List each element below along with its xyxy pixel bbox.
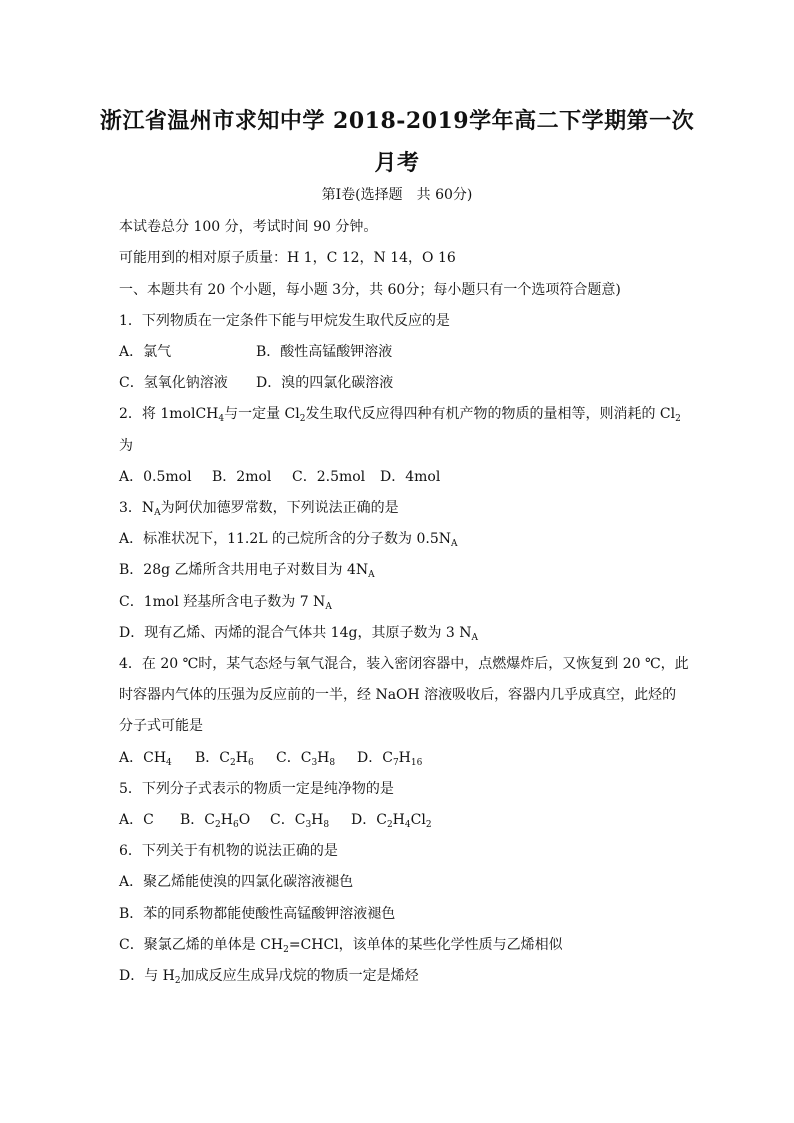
q2-option-b: B．2mol xyxy=(212,469,272,485)
q5-option-c-sub-1: 3 xyxy=(305,820,312,830)
q5-option-d-sub-1: 2 xyxy=(386,820,393,830)
q4-stem-line-1: 4．在 20 ℃时，某气态烃与氧气混合，装入密闭容器中，点燃爆炸后，又恢复到 20 ℃，此 xyxy=(119,656,689,672)
q5-option-b-text: B．C xyxy=(180,812,215,828)
q3-option-b xyxy=(119,562,375,579)
q4-option-b-sub-2: 6 xyxy=(247,758,254,768)
q4-option-c-sub-1: 3 xyxy=(311,758,318,768)
q4-option-d-sub-2: 16 xyxy=(410,758,423,768)
q6-option-b: B．苯的同系物都能使酸性高锰酸钾溶液褪色 xyxy=(119,906,396,922)
q3-option-c-sub: A xyxy=(325,602,332,612)
q2-stem-prefix: 2．将 1molCH xyxy=(119,406,219,422)
q4-option-b-sub-1: 2 xyxy=(230,758,236,768)
q2-stem-mid: 与一定量 Cl xyxy=(224,406,300,422)
q5-option-d-sub-2: 4 xyxy=(404,820,411,830)
q5-option-d xyxy=(351,812,432,829)
q4-option-d-mid: H xyxy=(398,750,411,766)
q1-option-c: C．氢氧化钠溶液 xyxy=(119,375,228,391)
q3-option-a-sub: A xyxy=(451,539,458,549)
q5-option-d-text: D．C xyxy=(351,812,387,828)
q2-stem-mid-2: 发生取代反应得四种有机产物的物质的量相等，则消耗的 Cl xyxy=(305,406,676,422)
q4-option-a-text: A．CH xyxy=(119,750,167,766)
q4-option-d-sub-1: 7 xyxy=(392,758,399,768)
q2-stem-sub-1: 4 xyxy=(218,414,225,424)
q5-option-d-mid-2: Cl xyxy=(410,812,426,828)
q3-option-b-text: B．28g 乙烯所含共用电子对数目为 4N xyxy=(119,562,369,578)
q5-option-b-end: O xyxy=(238,812,251,828)
q3-option-d-sub: A xyxy=(471,633,479,643)
q4-option-b-text: B．C xyxy=(195,750,230,766)
q6-option-d-prefix: D．与 H xyxy=(119,968,175,984)
q6-option-d xyxy=(119,968,419,985)
q2-stem-sub-2: 2 xyxy=(299,414,306,424)
q4-options xyxy=(119,750,422,767)
q5-stem: 5．下列分子式表示的物质一定是纯净物的是 xyxy=(119,781,394,797)
q4-option-b-mid: H xyxy=(235,750,248,766)
q4-option-c-text: C．C xyxy=(276,750,312,766)
section-heading: 第Ⅰ卷(选择题 共 60分) xyxy=(321,187,473,203)
q4-option-c-sub-2: 8 xyxy=(329,758,336,768)
q4-stem-line-2: 时容器内气体的压强为反应前的一半，经 NaOH 溶液吸收后，容器内几乎成真空，此烃的 xyxy=(119,687,677,703)
q6-option-d-sub: 2 xyxy=(174,976,181,986)
q6-option-a: A．聚乙烯能使溴的四氯化碳溶液褪色 xyxy=(119,874,354,890)
q2-option-d: D．4mol xyxy=(380,469,441,485)
q4-option-c-mid: H xyxy=(317,750,330,766)
q5-options xyxy=(119,812,432,829)
q5-option-a: A．C xyxy=(119,812,154,828)
q3-option-d-text: D．现有乙烯、丙烯的混合气体共 14g，其原子数为 3 N xyxy=(119,625,472,641)
q3-option-a-text: A．标准状况下，11.2L 的己烷所含的分子数为 0.5N xyxy=(119,531,451,547)
q3-option-d xyxy=(119,625,478,642)
q5-option-b xyxy=(180,812,270,829)
q1-options-row-2 xyxy=(119,375,393,392)
q2-option-c: C．2.5mol xyxy=(292,469,366,485)
q3-stem-rest: 为阿伏加德罗常数，下列说法正确的是 xyxy=(160,500,399,516)
exam-title-line-2: 月考 xyxy=(374,150,420,176)
q5-option-b-mid: H xyxy=(220,812,233,828)
q3-option-c xyxy=(119,594,332,611)
q5-option-c xyxy=(270,812,351,829)
q6-stem: 6．下列关于有机物的说法正确的是 xyxy=(119,843,338,859)
q6-option-c-prefix: C．聚氯乙烯的单体是 CH xyxy=(119,937,284,953)
q5-option-c-sub-2: 8 xyxy=(323,820,330,830)
q3-option-c-text: C．1mol 羟基所含电子数为 7 N xyxy=(119,594,326,610)
q5-option-b-sub-1: 2 xyxy=(215,820,221,830)
q6-option-c xyxy=(119,937,563,954)
q4-option-d xyxy=(357,750,422,767)
exam-title-line-1: 浙江省温州市求知中学 2018-2019学年高二下学期第一次 xyxy=(99,108,695,134)
q5-option-c-text: C．C xyxy=(270,812,306,828)
q5-option-d-sub-3: 2 xyxy=(425,820,432,830)
q1-option-a: A．氯气 xyxy=(119,344,172,360)
q4-option-a-sub: 4 xyxy=(166,758,172,768)
intro-total: 本试卷总分 100 分，考试时间 90 分钟。 xyxy=(119,219,378,235)
q1-stem: 1．下列物质在一定条件下能与甲烷发生取代反应的是 xyxy=(119,313,450,329)
q4-option-a xyxy=(119,750,195,767)
q6-option-c-sub: 2 xyxy=(283,945,289,955)
intro-atomic-masses: 可能用到的相对原子质量：H 1，C 12，N 14，O 16 xyxy=(119,250,456,266)
q2-stem-sub-3: 2 xyxy=(675,414,681,424)
q2-stem-end: 为 xyxy=(119,438,133,454)
q3-option-a xyxy=(119,531,458,548)
q1-option-d: D．溴的四氯化碳溶液 xyxy=(256,375,394,391)
q4-option-b xyxy=(195,750,276,767)
q3-stem-prefix: 3．N xyxy=(119,500,155,516)
q6-option-c-rest: =CHCl，该单体的某些化学性质与乙烯相似 xyxy=(288,937,563,953)
part-one-instructions: 一、本题共有 20 个小题，每小题 3分，共 60分；每小题只有一个选项符合题意) xyxy=(119,282,621,298)
q1-option-b: B．酸性高锰酸钾溶液 xyxy=(256,344,393,360)
q3-stem xyxy=(119,500,399,517)
q2-options xyxy=(119,469,440,486)
q6-option-d-rest: 加成反应生成异戊烷的物质一定是烯烃 xyxy=(180,968,419,984)
q5-option-c-mid: H xyxy=(311,812,324,828)
q1-options-row-1 xyxy=(119,344,392,361)
q5-option-d-mid: H xyxy=(392,812,405,828)
q2-stem xyxy=(119,406,681,423)
q2-option-a: A．0.5mol xyxy=(119,469,192,485)
q5-option-b-sub-2: 6 xyxy=(232,820,239,830)
q4-stem-line-3: 分子式可能是 xyxy=(119,718,203,734)
q4-option-d-text: D．C xyxy=(357,750,393,766)
q4-option-c xyxy=(276,750,357,767)
q3-option-b-sub: A xyxy=(368,570,375,580)
q3-stem-sub: A xyxy=(154,508,161,518)
